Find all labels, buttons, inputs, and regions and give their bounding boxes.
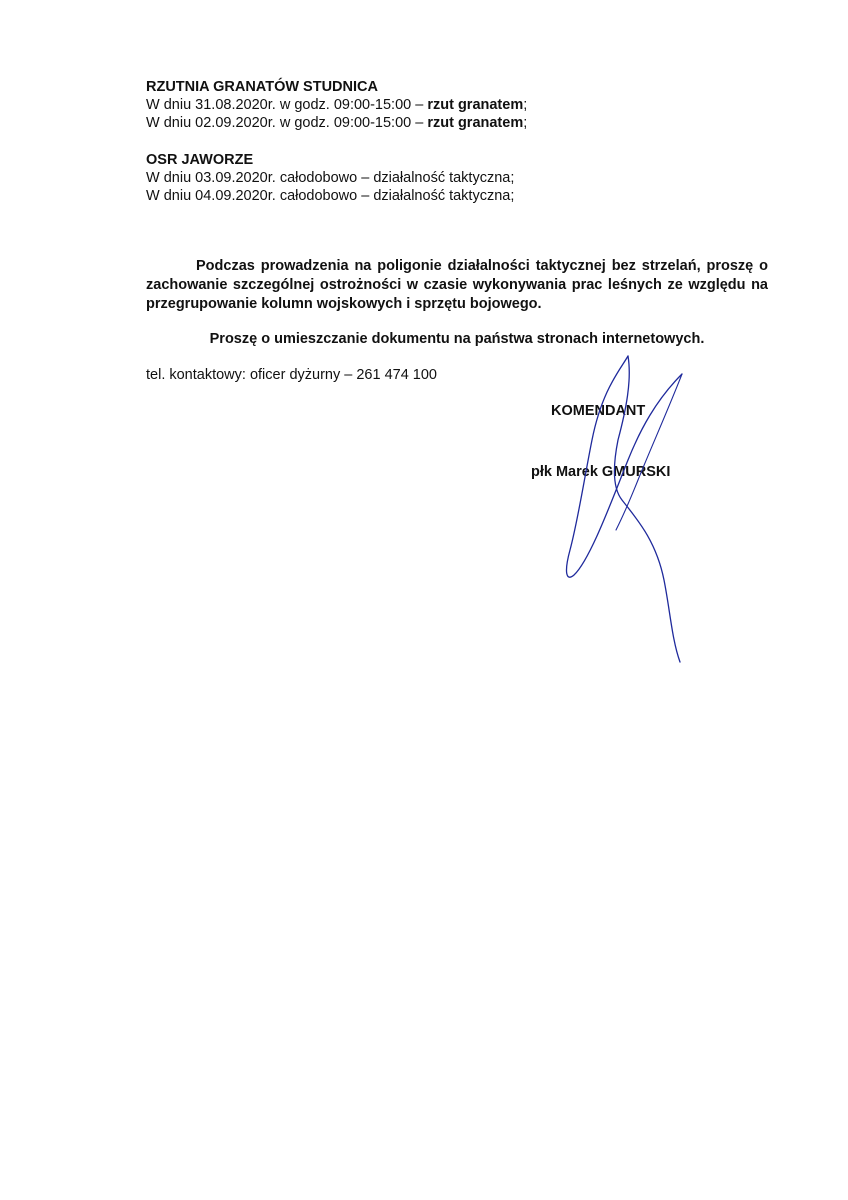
section-jaworze — [146, 151, 771, 205]
section-title: OSR JAWORZE — [146, 152, 254, 168]
schedule-line: W dniu 02.09.2020r. w godz. 09:00-15:00 – rzut granatem; — [146, 115, 528, 131]
section-title: RZUTNIA GRANATÓW STUDNICA — [146, 79, 378, 95]
section-rzutnia — [146, 78, 771, 132]
schedule-line: W dniu 31.08.2020r. w godz. 09:00-15:00 – rzut granatem; — [146, 97, 528, 113]
handwritten-signature — [540, 350, 710, 670]
schedule-line: W dniu 03.09.2020r. całodobowo – działalność taktyczna; — [146, 170, 515, 186]
request-line: Proszę o umieszczanie dokumentu na państwa stronach internetowych. — [209, 331, 705, 347]
schedule-line: W dniu 04.09.2020r. całodobowo – działalność taktyczna; — [146, 188, 515, 204]
contact-phone: tel. kontaktowy: oficer dyżurny – 261 474 100 — [146, 367, 437, 383]
signatory-role: KOMENDANT — [551, 403, 646, 419]
notice-paragraph: Podczas prowadzenia na poligonie działalności taktycznej bez strzelań, proszę o zachowanie szczególnej ostrożności w czasie wykonywania prac leśnych ze względu na przegrupowanie kolumn wojskowych i sprzętu bojowego. — [146, 258, 768, 312]
signatory-name: płk Marek GMURSKI — [531, 464, 671, 480]
